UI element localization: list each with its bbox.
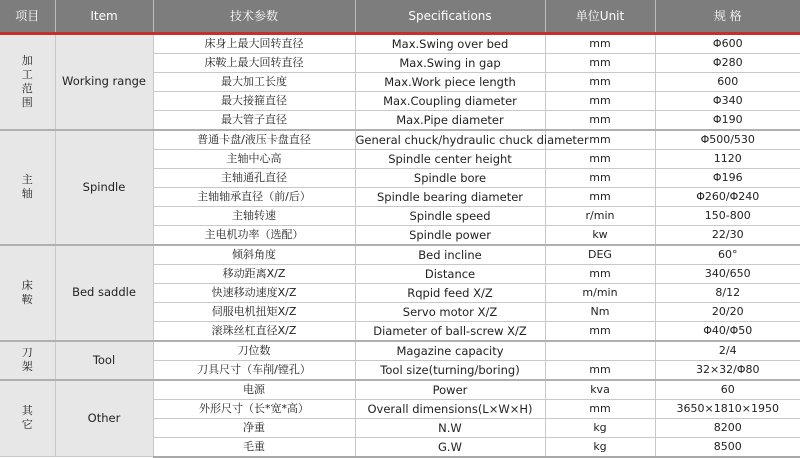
unit-cell bbox=[545, 341, 655, 361]
param-en: Spindle bearing diameter bbox=[355, 187, 545, 206]
value-cell: Φ40/Φ50 bbox=[655, 321, 800, 341]
value-cell: 20/20 bbox=[655, 302, 800, 321]
param-en: Spindle center height bbox=[355, 149, 545, 168]
param-en: Distance bbox=[355, 264, 545, 283]
category-en: Other bbox=[55, 380, 153, 457]
header-item-en: Item bbox=[55, 0, 153, 33]
param-zh: 外形尺寸（长*宽*高） bbox=[153, 399, 355, 418]
param-en: N.W bbox=[355, 418, 545, 437]
param-en: Max.Pipe diameter bbox=[355, 110, 545, 130]
param-zh: 快速移动速度X/Z bbox=[153, 283, 355, 302]
header-spec-en: Specifications bbox=[355, 0, 545, 33]
category-zh: 刀 架 bbox=[0, 341, 55, 380]
unit-cell: r/min bbox=[545, 206, 655, 225]
param-zh: 最大管子直径 bbox=[153, 110, 355, 130]
param-zh: 刀具尺寸（车削/镗孔） bbox=[153, 360, 355, 380]
value-cell: Φ196 bbox=[655, 168, 800, 187]
unit-cell: mm bbox=[545, 168, 655, 187]
value-cell: 3650×1810×1950 bbox=[655, 399, 800, 418]
category-en: Spindle bbox=[55, 130, 153, 245]
unit-cell: mm bbox=[545, 53, 655, 72]
table-row bbox=[0, 341, 800, 361]
spec-body bbox=[0, 33, 800, 457]
unit-cell: mm bbox=[545, 399, 655, 418]
unit-cell: mm bbox=[545, 130, 655, 150]
param-en: Max.Work piece length bbox=[355, 72, 545, 91]
value-cell: 1120 bbox=[655, 149, 800, 168]
category-zh: 主 轴 bbox=[0, 130, 55, 245]
category-en: Working range bbox=[55, 33, 153, 130]
param-zh: 主轴通孔直径 bbox=[153, 168, 355, 187]
param-zh: 电源 bbox=[153, 380, 355, 400]
value-cell: Φ340 bbox=[655, 91, 800, 110]
table-row bbox=[0, 380, 800, 400]
param-zh: 毛重 bbox=[153, 437, 355, 457]
value-cell: Φ600 bbox=[655, 33, 800, 53]
param-zh: 床身上最大回转直径 bbox=[153, 33, 355, 53]
unit-cell: Nm bbox=[545, 302, 655, 321]
unit-cell: m/min bbox=[545, 283, 655, 302]
table-row bbox=[0, 33, 800, 53]
param-zh: 刀位数 bbox=[153, 341, 355, 361]
param-zh: 最大加工长度 bbox=[153, 72, 355, 91]
param-en: Tool size(turning/boring) bbox=[355, 360, 545, 380]
param-zh: 主轴中心高 bbox=[153, 149, 355, 168]
param-en: Spindle power bbox=[355, 225, 545, 245]
value-cell: 600 bbox=[655, 72, 800, 91]
unit-cell: mm bbox=[545, 72, 655, 91]
table-row bbox=[0, 245, 800, 265]
header-item-zh: 项目 bbox=[0, 0, 55, 33]
param-zh: 主轴转速 bbox=[153, 206, 355, 225]
header-unit: 单位Unit bbox=[545, 0, 655, 33]
param-en: Max.Coupling diameter bbox=[355, 91, 545, 110]
unit-cell: kw bbox=[545, 225, 655, 245]
param-en: Servo motor X/Z bbox=[355, 302, 545, 321]
value-cell: 8500 bbox=[655, 437, 800, 457]
param-en: Power bbox=[355, 380, 545, 400]
header-param-zh: 技术参数 bbox=[153, 0, 355, 33]
param-zh: 净重 bbox=[153, 418, 355, 437]
value-cell: 2/4 bbox=[655, 341, 800, 361]
unit-cell: kva bbox=[545, 380, 655, 400]
category-zh: 加 工 范 围 bbox=[0, 33, 55, 130]
param-en: G.W bbox=[355, 437, 545, 457]
param-en: Rqpid feed X/Z bbox=[355, 283, 545, 302]
value-cell: Φ500/530 bbox=[655, 130, 800, 150]
unit-cell: kg bbox=[545, 418, 655, 437]
param-zh: 最大接箍直径 bbox=[153, 91, 355, 110]
param-en: Spindle bore bbox=[355, 168, 545, 187]
param-zh: 普通卡盘/液压卡盘直径 bbox=[153, 130, 355, 150]
param-en: Spindle speed bbox=[355, 206, 545, 225]
value-cell: Φ190 bbox=[655, 110, 800, 130]
value-cell: 8200 bbox=[655, 418, 800, 437]
value-cell: 8/12 bbox=[655, 283, 800, 302]
value-cell: 22/30 bbox=[655, 225, 800, 245]
param-en: General chuck/hydraulic chuck diameter bbox=[355, 130, 545, 150]
unit-cell: DEG bbox=[545, 245, 655, 265]
value-cell: 340/650 bbox=[655, 264, 800, 283]
unit-cell: mm bbox=[545, 33, 655, 53]
param-en: Magazine capacity bbox=[355, 341, 545, 361]
param-zh: 滚珠丝杠直径X/Z bbox=[153, 321, 355, 341]
value-cell: 60° bbox=[655, 245, 800, 265]
param-zh: 移动距离X/Z bbox=[153, 264, 355, 283]
unit-cell: kg bbox=[545, 437, 655, 457]
param-en: Bed incline bbox=[355, 245, 545, 265]
header-row bbox=[0, 0, 800, 33]
category-en: Tool bbox=[55, 341, 153, 380]
unit-cell: mm bbox=[545, 360, 655, 380]
value-cell: 32×32/Φ80 bbox=[655, 360, 800, 380]
param-zh: 伺服电机扭矩X/Z bbox=[153, 302, 355, 321]
unit-cell: mm bbox=[545, 91, 655, 110]
category-en: Bed saddle bbox=[55, 245, 153, 341]
value-cell: 150-800 bbox=[655, 206, 800, 225]
unit-cell: mm bbox=[545, 264, 655, 283]
value-cell: 60 bbox=[655, 380, 800, 400]
param-en: Diameter of ball-screw X/Z bbox=[355, 321, 545, 341]
param-zh: 主轴轴承直径（前/后） bbox=[153, 187, 355, 206]
header-value: 规 格 bbox=[655, 0, 800, 33]
param-zh: 倾斜角度 bbox=[153, 245, 355, 265]
value-cell: Φ260/Φ240 bbox=[655, 187, 800, 206]
unit-cell: mm bbox=[545, 187, 655, 206]
param-zh: 床鞍上最大回转直径 bbox=[153, 53, 355, 72]
param-zh: 主电机功率（选配） bbox=[153, 225, 355, 245]
category-zh: 床 鞍 bbox=[0, 245, 55, 341]
param-en: Overall dimensions(L×W×H) bbox=[355, 399, 545, 418]
category-zh: 其 它 bbox=[0, 380, 55, 457]
unit-cell: mm bbox=[545, 321, 655, 341]
value-cell: Φ280 bbox=[655, 53, 800, 72]
param-en: Max.Swing in gap bbox=[355, 53, 545, 72]
unit-cell: mm bbox=[545, 110, 655, 130]
table-row bbox=[0, 130, 800, 150]
unit-cell: mm bbox=[545, 149, 655, 168]
param-en: Max.Swing over bed bbox=[355, 33, 545, 53]
